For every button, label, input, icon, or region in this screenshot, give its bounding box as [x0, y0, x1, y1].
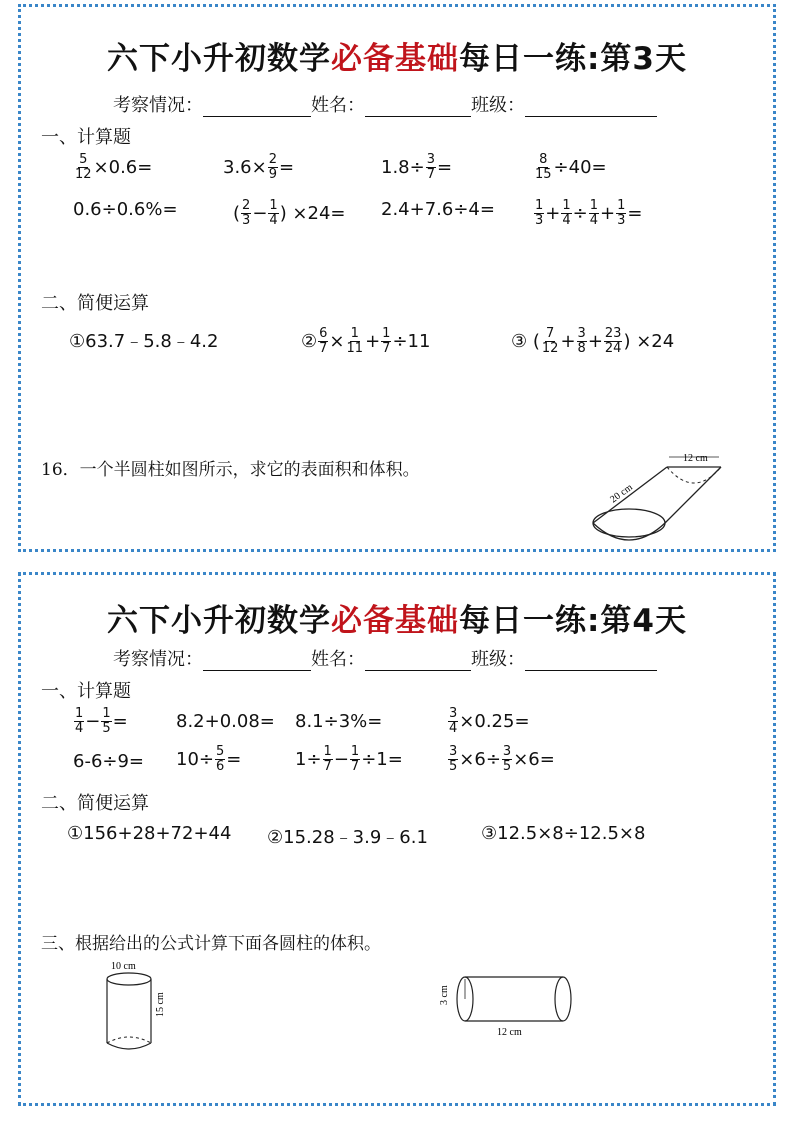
figure-diameter-label: 12 cm	[683, 453, 708, 464]
name-label: 姓名：	[311, 95, 365, 116]
page-title	[21, 595, 773, 640]
review-blank[interactable]	[203, 98, 311, 117]
calc-problem: ( $\frac{2}{3}$ − $\frac{1}{4}$ ) ×24=	[233, 198, 346, 228]
calc-problem: 1.8÷ $\frac{3}{7}$ =	[381, 152, 453, 182]
simplify-problem: ② $\frac{6}{7}$ × $\frac{1}{11}$ + $\frac{1}{7}$ ÷11	[301, 326, 431, 356]
vertical-cylinder-figure	[91, 957, 191, 1057]
title-highlight: 必备基础	[331, 603, 460, 639]
page-title	[21, 33, 773, 78]
section-simplify-heading: 二、简便运算	[41, 293, 149, 314]
fraction: $\frac{1}{3}$	[535, 198, 544, 228]
fraction: $\frac{2}{9}$	[268, 152, 277, 182]
class-label: 班级：	[471, 649, 525, 670]
figure-length-label: 20 cm	[608, 481, 635, 506]
horizontal-cylinder-figure	[437, 969, 587, 1041]
section-calc-heading: 一、计算题	[41, 681, 131, 702]
section-simplify-heading: 二、简便运算	[41, 793, 149, 814]
fraction: $\frac{1}{4}$	[269, 198, 278, 228]
fraction: $\frac{3}{5}$	[449, 744, 458, 774]
fraction: $\frac{1}{11}$	[346, 326, 364, 356]
fraction: $\frac{1}{7}$	[382, 326, 391, 356]
question-16: 16．一个半圆柱如图所示，求它的表面积和体积。	[41, 460, 420, 480]
simplify-problem: ①156+28+72+44	[67, 823, 232, 844]
title-part: 每日一练:第3天	[459, 41, 687, 77]
title-highlight: 必备基础	[331, 41, 460, 77]
half-cylinder-figure	[591, 447, 731, 547]
name-blank[interactable]	[365, 98, 471, 117]
worksheet-day3	[18, 4, 776, 552]
name-blank[interactable]	[365, 652, 471, 671]
calc-problem: 10÷ $\frac{5}{6}$ =	[176, 744, 242, 774]
title-part: 六下小升初数学	[107, 603, 332, 639]
fraction: $\frac{8}{15}$	[535, 152, 552, 182]
fraction: $\frac{23}{24}$	[604, 326, 622, 356]
simplify-problem: ③12.5×8÷12.5×8	[481, 823, 646, 844]
review-blank[interactable]	[203, 652, 311, 671]
calc-problem: 6-6÷9=	[73, 751, 145, 772]
fraction: $\frac{3}{7}$	[426, 152, 435, 182]
calc-problem: 8.1÷3%=	[295, 711, 383, 732]
section-calc-heading: 一、计算题	[41, 127, 131, 148]
title-part: 六下小升初数学	[107, 41, 332, 77]
fraction: $\frac{3}{5}$	[502, 744, 512, 774]
cylinder-height-label: 15 cm	[155, 992, 166, 1017]
cylinder-diameter-label: 10 cm	[111, 961, 136, 972]
calc-problem: 1÷ $\frac{1}{7}$ − $\frac{1}{7}$ ÷1=	[295, 744, 403, 774]
fraction: $\frac{5}{12}$	[75, 152, 92, 182]
calc-problem: $\frac{1}{3}$ + $\frac{1}{4}$ ÷ $\frac{1}{4}$ + $\frac{1}{3}$ =	[535, 198, 643, 228]
fraction: $\frac{1}{7}$	[350, 744, 360, 774]
name-label: 姓名：	[311, 649, 365, 670]
class-label: 班级：	[471, 95, 525, 116]
student-info-row	[113, 645, 657, 671]
fraction: $\frac{1}{3}$	[617, 198, 626, 228]
calc-problem: $\frac{3}{4}$ ×0.25=	[449, 706, 530, 736]
calc-problem: 3.6× $\frac{2}{9}$ =	[223, 152, 295, 182]
cylinder-radius-label: 3 cm	[439, 985, 450, 1005]
student-info-row	[113, 91, 657, 117]
fraction: $\frac{5}{6}$	[216, 744, 225, 774]
class-blank[interactable]	[525, 98, 657, 117]
fraction: $\frac{1}{7}$	[323, 744, 332, 774]
simplify-problem: ①63.7﹣5.8﹣4.2	[69, 331, 219, 352]
review-label: 考察情况：	[113, 95, 203, 116]
fraction: $\frac{1}{4}$	[75, 706, 84, 736]
calc-problem: 0.6÷0.6%=	[73, 199, 178, 220]
fraction: $\frac{3}{4}$	[449, 706, 458, 736]
calc-problem: $\frac{3}{5}$ ×6÷ $\frac{3}{5}$ ×6=	[449, 744, 555, 774]
fraction: $\frac{1}{5}$	[102, 706, 111, 736]
worksheet-day4	[18, 572, 776, 1106]
cylinder-length-label: 12 cm	[497, 1027, 522, 1038]
fraction: $\frac{2}{3}$	[242, 198, 251, 228]
class-blank[interactable]	[525, 652, 657, 671]
fraction: $\frac{7}{12}$	[541, 326, 559, 356]
calc-problem: $\frac{5}{12}$ ×0.6=	[75, 152, 153, 182]
fraction: $\frac{1}{4}$	[562, 198, 571, 228]
section-volume-heading: 三、根据给出的公式计算下面各圆柱的体积。	[41, 934, 381, 954]
calc-problem: 2.4+7.6÷4=	[381, 199, 495, 220]
fraction: $\frac{6}{7}$	[319, 326, 328, 356]
review-label: 考察情况：	[113, 649, 203, 670]
title-part: 每日一练:第4天	[459, 603, 687, 639]
calc-problem: $\frac{8}{15}$ ÷40=	[535, 152, 607, 182]
calc-problem: $\frac{1}{4}$ − $\frac{1}{5}$ =	[75, 706, 128, 736]
fraction: $\frac{1}{4}$	[589, 198, 599, 228]
simplify-problem: ③ ( $\frac{7}{12}$ + $\frac{3}{8}$ + $\frac{23}{24}$ ) ×24	[511, 326, 675, 356]
simplify-problem: ②15.28﹣3.9﹣6.1	[267, 827, 428, 848]
calc-problem: 8.2+0.08=	[176, 711, 275, 732]
fraction: $\frac{3}{8}$	[577, 326, 586, 356]
